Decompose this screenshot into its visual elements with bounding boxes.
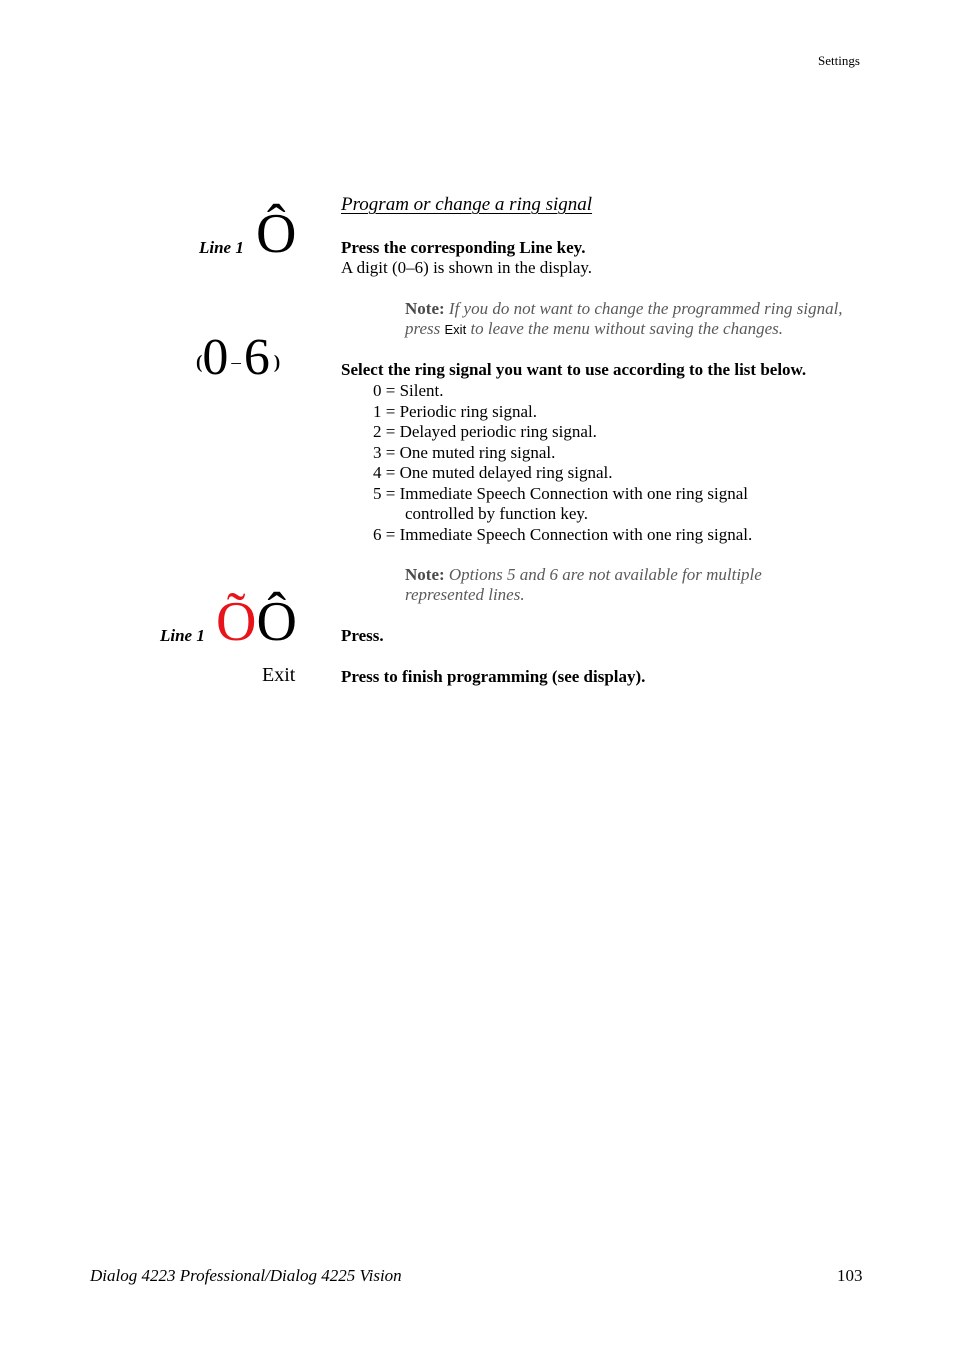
note-text: If you do not want to change the programmed ring signal, bbox=[444, 299, 843, 318]
line-key-label: Line 1 bbox=[199, 238, 244, 257]
digit-keys-range bbox=[196, 330, 280, 391]
line-key-icon: Ô bbox=[256, 203, 297, 265]
ring-signal-options bbox=[373, 381, 752, 545]
exit-key-label: Exit bbox=[262, 664, 296, 686]
list-item: controlled by function key. bbox=[405, 504, 589, 523]
lamp-lit-icon: Õ bbox=[216, 591, 257, 653]
list-item: 6 = Immediate Speech Connection with one ring signal. bbox=[373, 524, 753, 544]
step-digit-shown: A digit (0–6) is shown in the display. bbox=[341, 258, 593, 277]
note-text: press bbox=[405, 319, 445, 338]
digit-key-6: 6 bbox=[243, 329, 270, 386]
step-select-ring-signal: Select the ring signal you want to use according to the list below. bbox=[341, 360, 807, 379]
page-number: 103 bbox=[837, 1266, 863, 1285]
list-item: 2 = Delayed periodic ring signal. bbox=[373, 422, 597, 441]
line-key-icon: Ô bbox=[256, 591, 297, 653]
digit-range-open: ( bbox=[196, 352, 203, 373]
step-press-line-key: Press the corresponding Line key. bbox=[341, 238, 586, 257]
line-key-label: Line 1 bbox=[160, 626, 205, 645]
digit-range-close: ) bbox=[273, 352, 281, 373]
digit-range-dash: – bbox=[231, 352, 241, 373]
line-key-lamp-icon bbox=[216, 591, 297, 653]
note-label: Note: bbox=[405, 299, 445, 318]
note-options-not-available bbox=[405, 565, 762, 605]
list-item: 5 = Immediate Speech Connection with one ring signal bbox=[373, 483, 749, 503]
running-header: Settings bbox=[818, 53, 860, 68]
list-item: 3 = One muted ring signal. bbox=[373, 442, 556, 462]
step-press: Press. bbox=[341, 626, 384, 645]
note-label: Note: bbox=[405, 565, 445, 584]
note-exit-without-saving bbox=[405, 299, 843, 340]
note-text: to leave the menu without saving the changes. bbox=[466, 319, 783, 338]
list-item: 4 = One muted delayed ring signal. bbox=[373, 463, 613, 482]
section-title: Program or change a ring signal bbox=[341, 194, 593, 215]
list-item: 0 = Silent. bbox=[373, 381, 444, 400]
digit-key-0: 0 bbox=[202, 329, 229, 386]
note-text: Options 5 and 6 are not available for multiple bbox=[444, 565, 762, 584]
exit-key-inline: Exit bbox=[444, 322, 467, 337]
footer-title: Dialog 4223 Professional/Dialog 4225 Vision bbox=[90, 1266, 402, 1285]
step-finish-programming: Press to finish programming (see display). bbox=[341, 667, 646, 686]
list-item: 1 = Periodic ring signal. bbox=[373, 401, 537, 421]
note-text: represented lines. bbox=[405, 585, 525, 604]
